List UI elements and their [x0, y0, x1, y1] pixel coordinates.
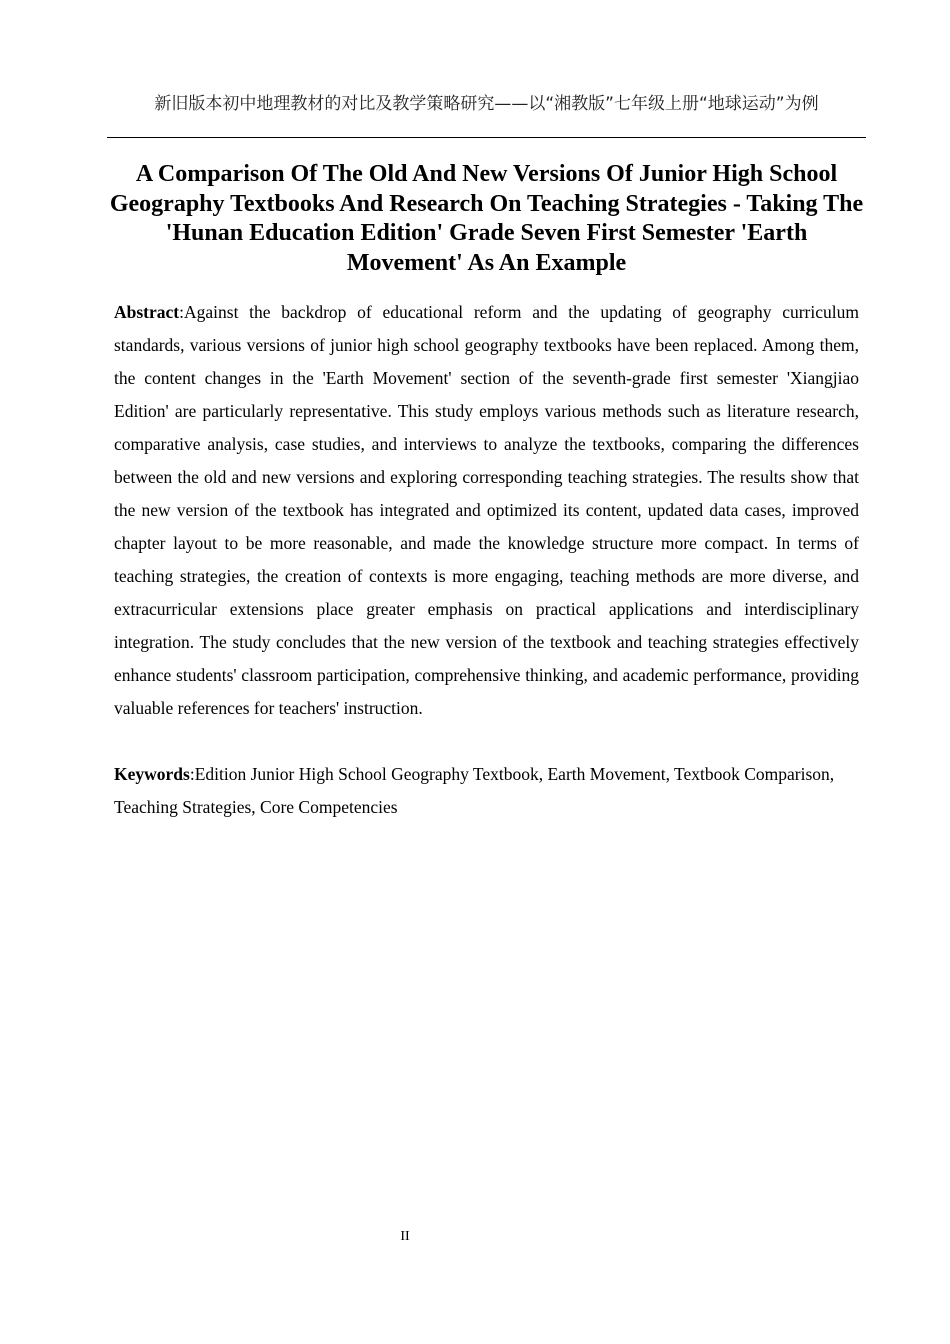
abstract-separator: : [179, 302, 184, 322]
paper-title: A Comparison Of The Old And New Versions Of Junior High School Geography Textbooks And Research On Teaching Strategies - Taking The 'Hunan Education Edition' Grade Seven First Semester 'Earth Movement' As An Example [109, 161, 864, 276]
running-header: 新旧版本初中地理教材的对比及教学策略研究——以“湘教版”七年级上册“地球运动”为例 [154, 94, 819, 114]
abstract-text: Against the backdrop of educational reform and the updating of geography curriculum standards, various versions of junior high school geography textbooks have been replaced. Among them, the content changes in the 'Earth Movement' section of the seventh-grade first semester 'Xiangjiao Edition' are particularly representative. This study employs various methods such as literature research, comparative analysis, case studies, and interviews to analyze the textbooks, comparing the differences between the old and new versions and exploring corresponding teaching strategies. The results show that the new version of the textbook has integrated and optimized its content, updated data cases, improved chapter layout to be more reasonable, and made the knowledge structure more compact. In terms of teaching strategies, the creation of contexts is more engaging, teaching methods are more diverse, and extracurricular extensions place greater emphasis on practical applications and interdisciplinary integration. The study concludes that the new version of the textbook and teaching strategies effectively enhance students' classroom participation, comprehensive thinking, and academic performance, providing valuable references for teachers' instruction. [114, 302, 859, 718]
page-number: II [400, 1229, 410, 1244]
keywords-text: Edition Junior High School Geography Textbook, Earth Movement, Textbook Comparison, Teaching Strategies, Core Competencies [114, 764, 835, 817]
keywords-label: Keywords [114, 764, 190, 784]
keywords-paragraph [114, 758, 859, 824]
keywords-separator: : [189, 764, 195, 784]
abstract-label: Abstract [114, 302, 180, 322]
abstract-paragraph [114, 296, 859, 725]
header-rule [107, 137, 866, 138]
